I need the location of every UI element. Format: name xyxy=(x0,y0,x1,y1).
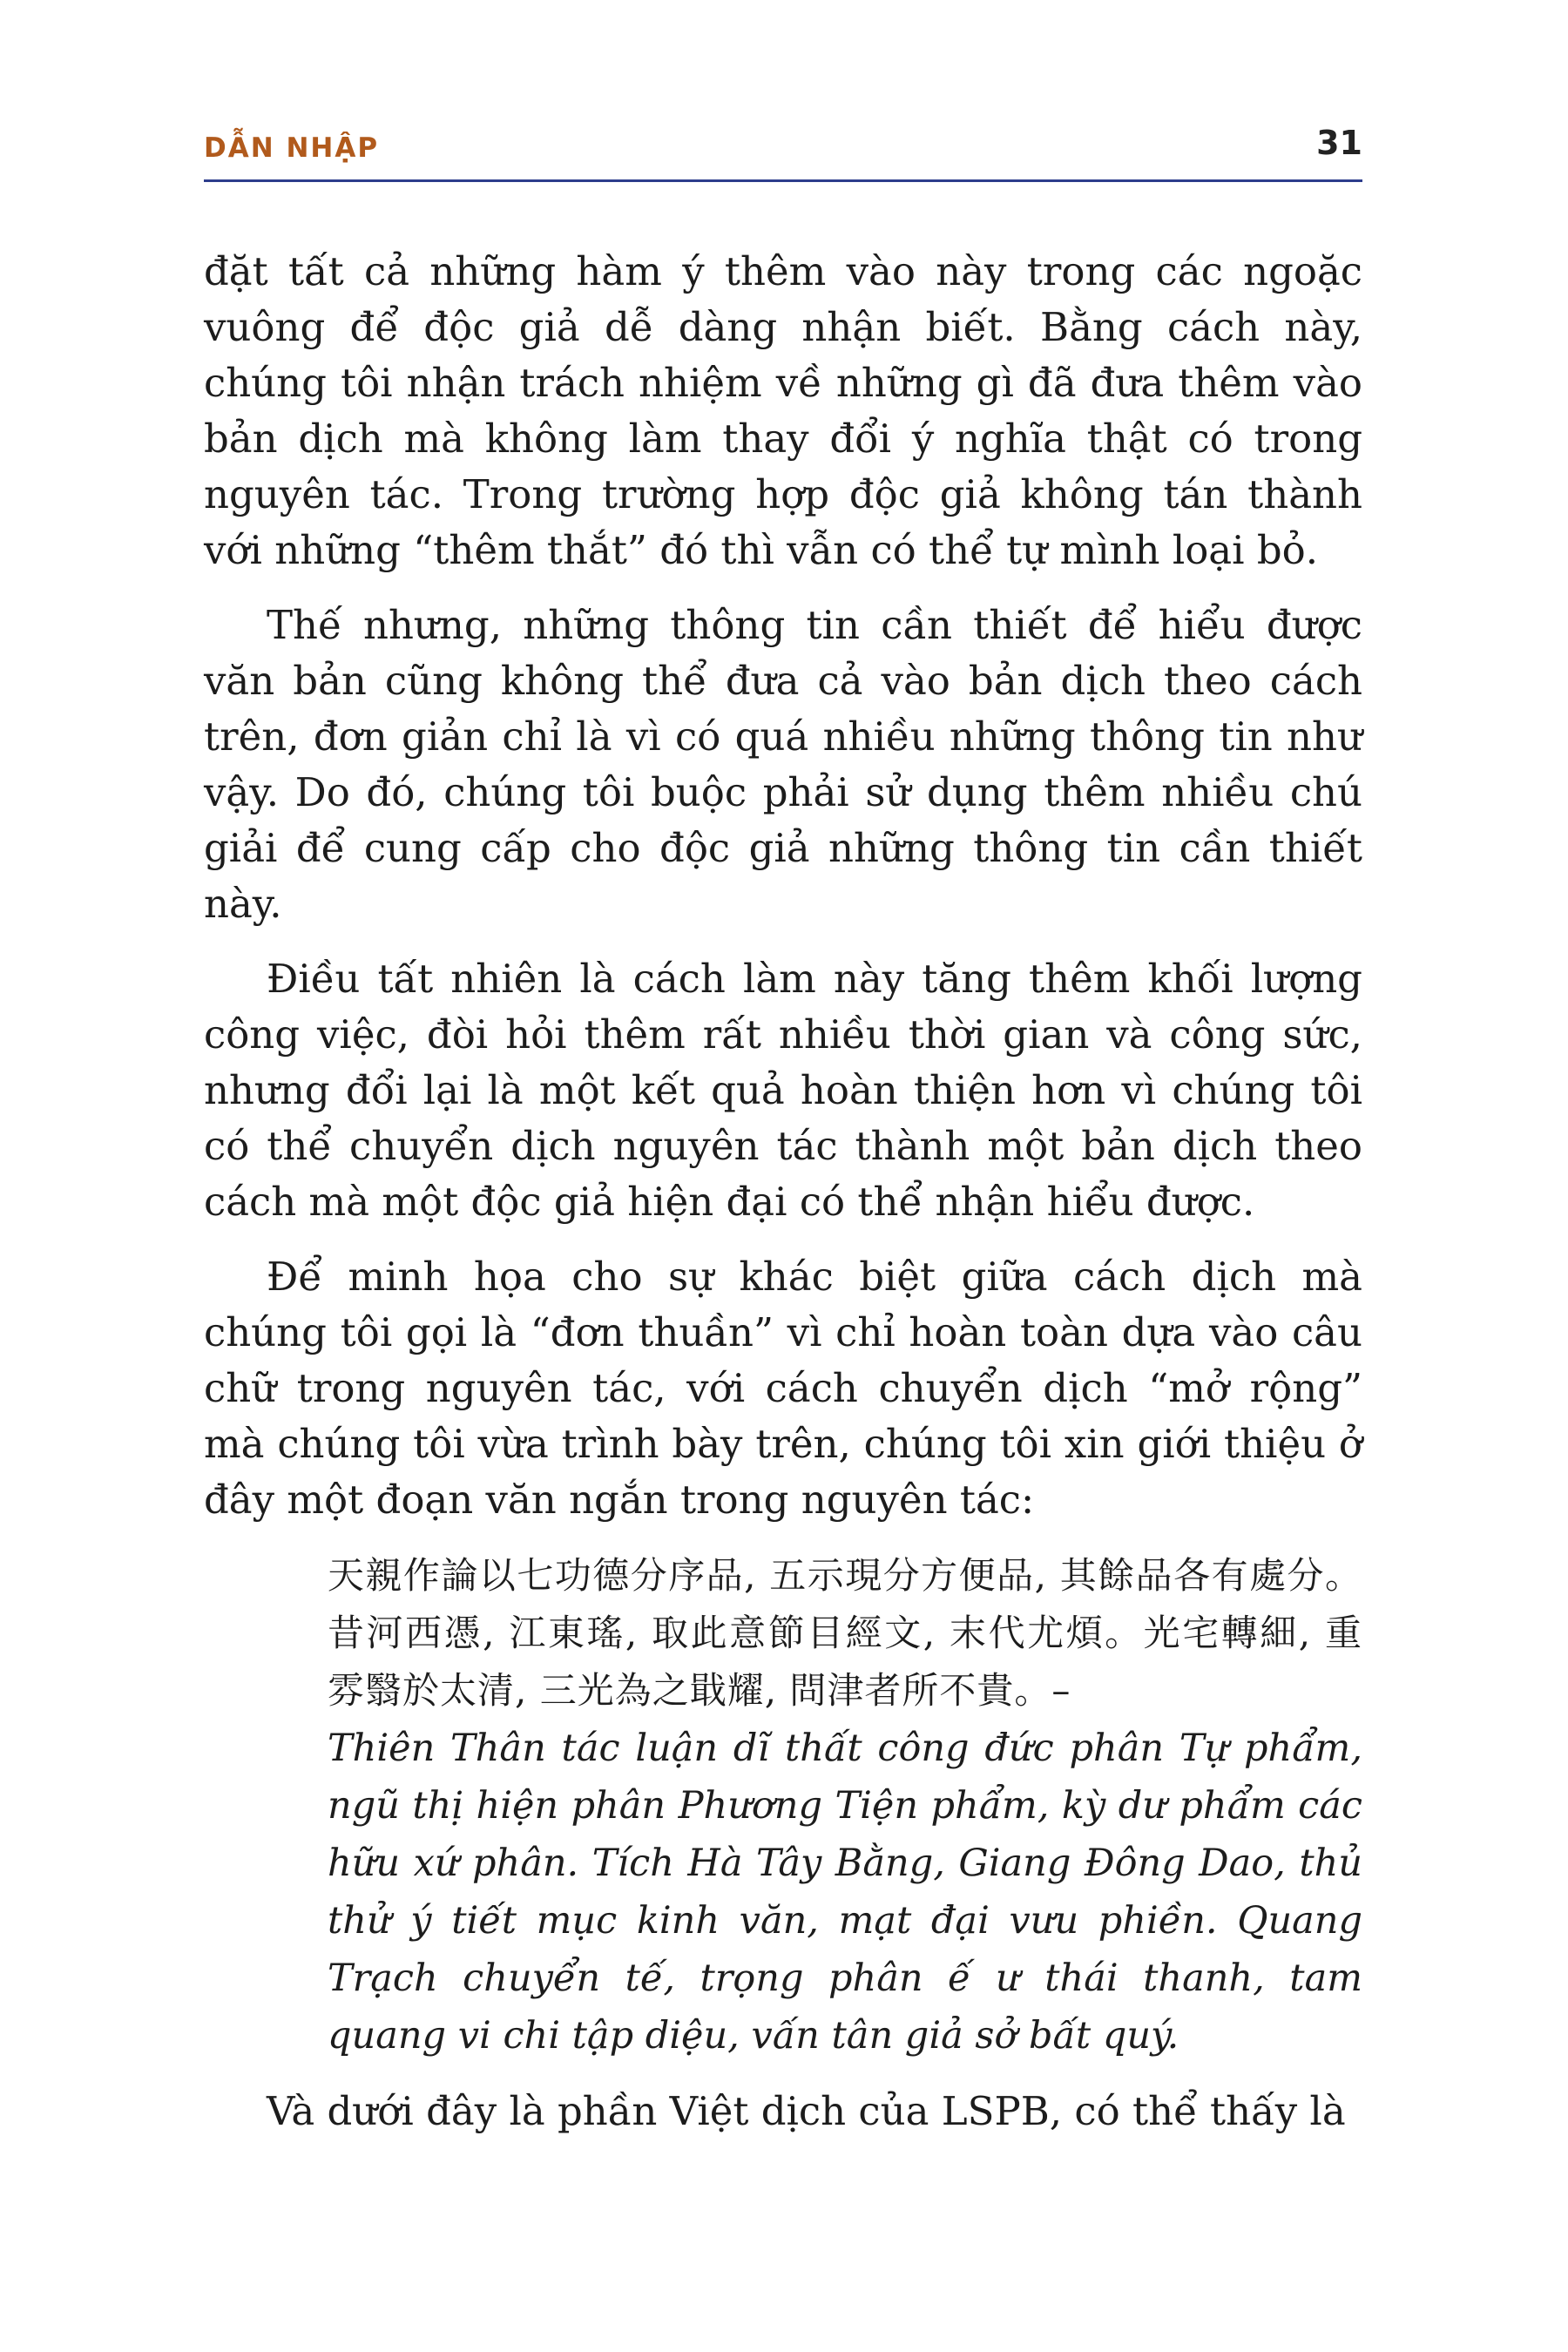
page-number: 31 xyxy=(1316,124,1362,162)
page-header xyxy=(204,118,1362,182)
running-head: DẪN NHẬP xyxy=(204,132,380,164)
paragraph: Điều tất nhiên là cách làm này tăng thêm khối lượng công việc, đòi hỏi thêm rất nhiều thời gian và công sức, nhưng đổi lại là một kết quả hoàn thiện hơn vì chúng tôi có thể chuyển dịch nguyên tác thành một bản dịch theo cách mà một độc giả hiện đại có thể nhận hiểu được. xyxy=(204,956,1362,1225)
paragraph: Để minh họa cho sự khác biệt giữa cách dịch mà chúng tôi gọi là “đơn thuần” vì chỉ hoàn toàn dựa vào câu chữ trong nguyên tác, với cách chuyển dịch “mở rộng” mà chúng tôi vừa trình bày trên, chúng tôi xin giới thiệu ở đây một đoạn văn ngắn trong nguyên tác: xyxy=(204,1254,1362,1523)
quote-transliteration: Thiên Thân tác luận dĩ thất công đức phân Tự phẩm, ngũ thị hiện phân Phương Tiện phẩm, kỳ dư phẩm các hữu xứ phân. Tích Hà Tây Bằng, Giang Đông Dao, thủ thử ý tiết mục kinh văn, mạt đại vưu phiền. Quang Trạch chuyển tế, trọng phân ế ư thái thanh, tam quang vi chi tập diệu, vấn tân giả sở bất quý. xyxy=(328,1727,1362,2058)
paragraph-continuation: đặt tất cả những hàm ý thêm vào này trong các ngoặc vuông để độc giả dễ dàng nhận biết. Bằng cách này, chúng tôi nhận trách nhiệm về những gì đã đưa thêm vào bản dịch mà không làm thay đổi ý nghĩa thật có trong nguyên tác. Trong trường hợp độc giả không tán thành với những “thêm thắt” đó thì vẫn có thể tự mình loại bỏ. xyxy=(204,248,1362,573)
paragraph-closing: Và dưới đây là phần Việt dịch của LSPB, có thể thấy là xyxy=(267,2088,1346,2134)
body-text xyxy=(204,244,1362,2159)
block-quote xyxy=(328,1547,1362,2065)
quote-chinese-text: 天親作論以七功德分序品, 五示現分方便品, 其餘品各有處分。昔河西憑, 江東瑤, 取此意節目經文, 末代尤煩。光宅轉細, 重雰翳於太清, 三光為之戢耀, 問津者所不貴。– xyxy=(328,1554,1362,1712)
paragraph: Thế nhưng, những thông tin cần thiết để hiểu được văn bản cũng không thể đưa cả vào bản dịch theo cách trên, đơn giản chỉ là vì có quá nhiều những thông tin như vậy. Do đó, chúng tôi buộc phải sử dụng thêm nhiều chú giải để cung cấp cho độc giả những thông tin cần thiết này. xyxy=(204,602,1362,927)
